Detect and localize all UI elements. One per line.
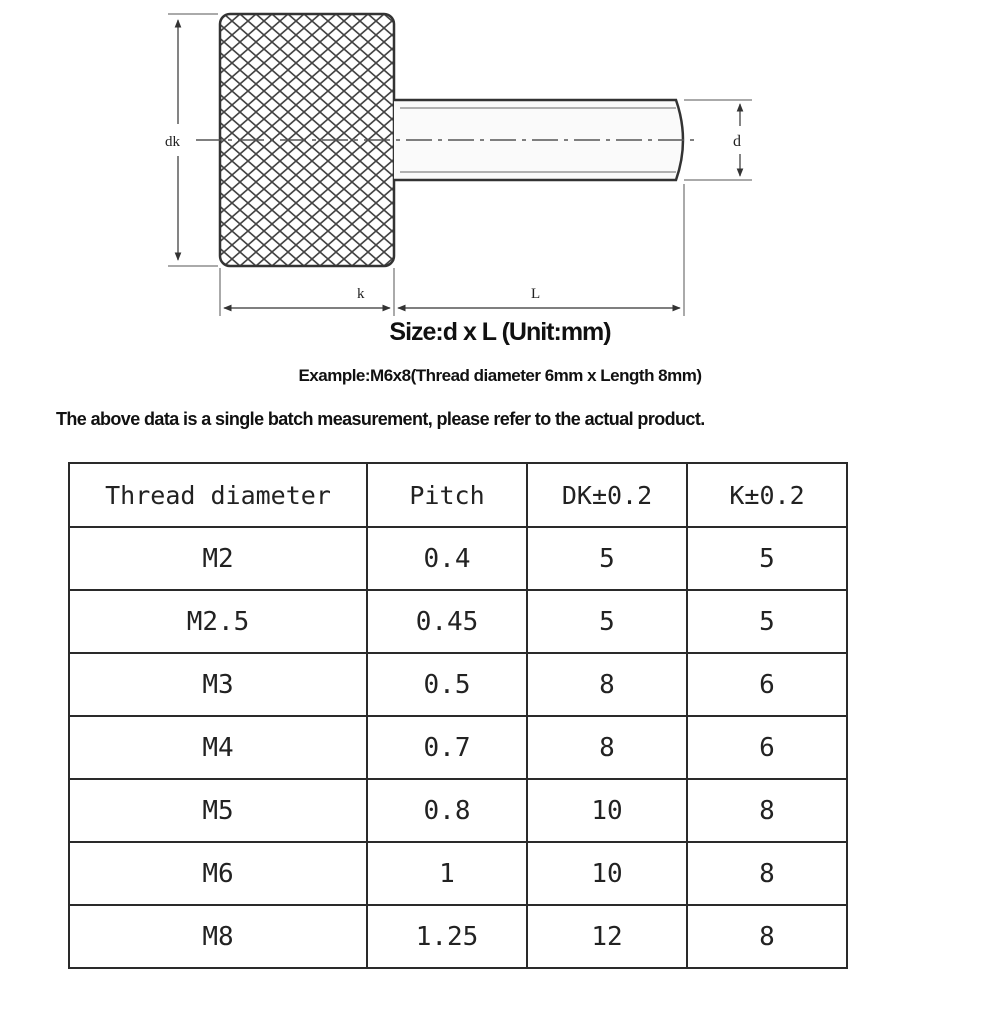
table-cell: M8 bbox=[69, 905, 367, 968]
table-cell: 0.45 bbox=[367, 590, 527, 653]
table-cell: 6 bbox=[687, 653, 847, 716]
table-header-row bbox=[69, 463, 847, 527]
L-label: L bbox=[531, 286, 541, 302]
table-cell: 8 bbox=[687, 842, 847, 905]
table-body bbox=[69, 527, 847, 968]
d-label: d bbox=[733, 133, 741, 150]
example-caption: Example:M6x8(Thread diameter 6mm x Length 8mm) bbox=[298, 366, 702, 385]
table-row bbox=[69, 779, 847, 842]
table-cell: M6 bbox=[69, 842, 367, 905]
table-row bbox=[69, 653, 847, 716]
table-cell: 1.25 bbox=[367, 905, 527, 968]
table-row bbox=[69, 590, 847, 653]
table-row bbox=[69, 842, 847, 905]
dk-label: dk bbox=[165, 134, 180, 150]
size-caption: Size:d x L (Unit:mm) bbox=[389, 318, 611, 346]
column-header: Thread diameter bbox=[69, 463, 367, 527]
table-cell: 8 bbox=[687, 905, 847, 968]
table-cell: 0.7 bbox=[367, 716, 527, 779]
table-cell: 5 bbox=[527, 590, 687, 653]
table-cell: M2 bbox=[69, 527, 367, 590]
thumb-screw-drawing bbox=[0, 0, 1000, 320]
table-cell: M5 bbox=[69, 779, 367, 842]
d-dimension bbox=[684, 100, 752, 180]
table-cell: M2.5 bbox=[69, 590, 367, 653]
table-cell: 0.8 bbox=[367, 779, 527, 842]
table-cell: 6 bbox=[687, 716, 847, 779]
table-cell: M3 bbox=[69, 653, 367, 716]
column-header: K±0.2 bbox=[687, 463, 847, 527]
column-header: Pitch bbox=[367, 463, 527, 527]
measurement-note: The above data is a single batch measurement, please refer to the actual product. bbox=[56, 409, 705, 429]
column-header: DK±0.2 bbox=[527, 463, 687, 527]
table-cell: 8 bbox=[687, 779, 847, 842]
k-label: k bbox=[357, 286, 365, 302]
table-cell: 5 bbox=[687, 527, 847, 590]
table-row bbox=[69, 527, 847, 590]
table-cell: 1 bbox=[367, 842, 527, 905]
table-cell: 0.4 bbox=[367, 527, 527, 590]
table-cell: 5 bbox=[687, 590, 847, 653]
table-row bbox=[69, 716, 847, 779]
table-cell: 0.5 bbox=[367, 653, 527, 716]
table-cell: 5 bbox=[527, 527, 687, 590]
table-cell: M4 bbox=[69, 716, 367, 779]
spec-table bbox=[68, 462, 848, 969]
table-cell: 8 bbox=[527, 653, 687, 716]
table-cell: 10 bbox=[527, 779, 687, 842]
table-row bbox=[69, 905, 847, 968]
table-cell: 12 bbox=[527, 905, 687, 968]
table-cell: 10 bbox=[527, 842, 687, 905]
table-cell: 8 bbox=[527, 716, 687, 779]
